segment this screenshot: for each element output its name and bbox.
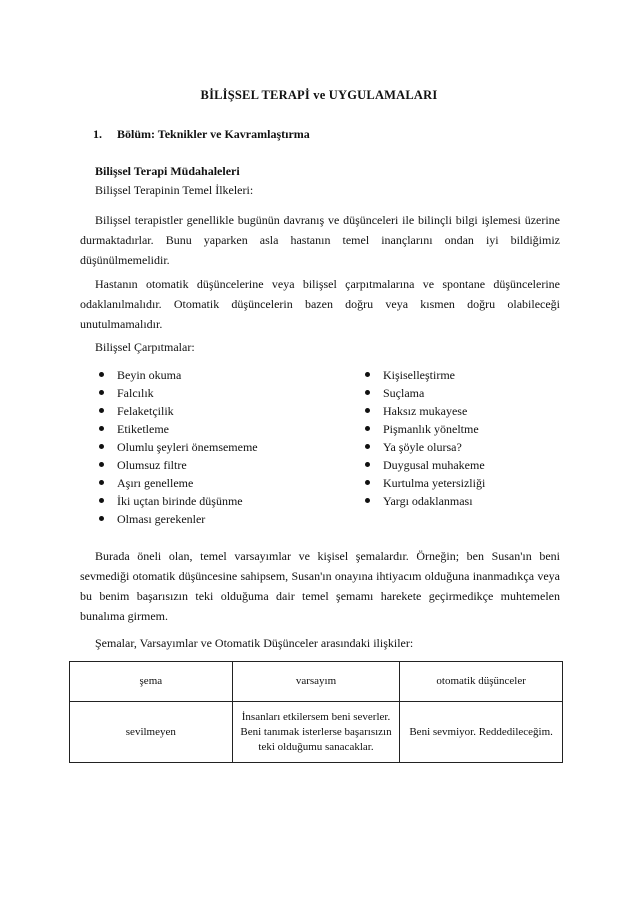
relations-label: Şemalar, Varsayımlar ve Otomatik Düşünceler arasındaki ilişkiler: (95, 636, 414, 650)
section-heading (93, 125, 310, 144)
paragraph-2 (80, 274, 560, 334)
table-row (70, 702, 563, 763)
distortions-list-left (95, 366, 325, 528)
paragraph-3-text: Burada öneli olan, temel varsayımlar ve kişisel şemalardır. Örneğin; ben Susan'ın beni sevmediği otomatik düşüncesine sahipsem, Susan'ın onayına ihtiyacım olduğuna inanmadıkça veya bu benim başarısızın teki olduğuma dair temel şemamı harekete geçirmedikçe muhtemelen bunalıma girmem. (80, 549, 560, 623)
table-cell: Beni sevmiyor. Reddedileceğim. (400, 702, 563, 763)
list-item: Ya şöyle olursa? (361, 438, 561, 456)
distortions-list-right (361, 366, 561, 510)
list-item: Yargı odaklanması (361, 492, 561, 510)
bullet-icon (99, 390, 104, 395)
document-title: BİLİŞSEL TERAPİ ve UYGULAMALARI (200, 88, 438, 102)
table-cell: İnsanları etkilersem beni severler. Beni tanımak isterlerse başarısızın teki olduğumu sanacaklar. (232, 702, 400, 763)
bullet-icon (365, 498, 370, 503)
list-item: Kişiselleştirme (361, 366, 561, 384)
list-item: Kurtulma yetersizliği (361, 474, 561, 492)
section-title: Bölüm: Teknikler ve Kavramlaştırma (117, 127, 310, 141)
paragraph-2-text: Hastanın otomatik düşüncelerine veya bilişsel çarpıtmalarına ve spontane düşüncelerine odaklanılmalıdır. Otomatik düşüncelerin bazen doğru veya kısmen doğru olabileceği unutulmamalıdır. (80, 277, 560, 331)
paragraph-3 (80, 546, 560, 626)
list-item: Falcılık (95, 384, 325, 402)
bullet-icon (365, 426, 370, 431)
section-number: 1. (93, 127, 102, 141)
table-header-cell: otomatik düşünceler (400, 662, 563, 702)
distortions-label: Bilişsel Çarpıtmalar: (95, 340, 195, 354)
bullet-icon (365, 444, 370, 449)
subheading: Bilişsel Terapi Müdahaleleri (95, 164, 240, 178)
bullet-icon (365, 462, 370, 467)
paragraph-1 (80, 210, 560, 270)
list-item: Olması gerekenler (95, 510, 325, 528)
bullet-icon (365, 390, 370, 395)
principles-label: Bilişsel Terapinin Temel İlkeleri: (95, 183, 254, 197)
list-item: Haksız mukayese (361, 402, 561, 420)
list-item: Olumlu şeyleri önemsememe (95, 438, 325, 456)
table-header-cell: varsayım (232, 662, 400, 702)
bullet-icon (365, 372, 370, 377)
bullet-icon (99, 408, 104, 413)
table-header-cell: şema (70, 662, 233, 702)
bullet-icon (99, 444, 104, 449)
bullet-icon (99, 426, 104, 431)
list-item: Etiketleme (95, 420, 325, 438)
list-item: Beyin okuma (95, 366, 325, 384)
list-item: İki uçtan birinde düşünme (95, 492, 325, 510)
list-item: Felaketçilik (95, 402, 325, 420)
list-item: Olumsuz filtre (95, 456, 325, 474)
list-item: Suçlama (361, 384, 561, 402)
bullet-icon (99, 498, 104, 503)
paragraph-1-text: Bilişsel terapistler genellikle bugünün davranış ve düşünceleri ile bilinçli bilgi işlemesi üzerine durmaktadırlar. Bunu yaparken asla hastanın temel inançlarını ondan iyi bildiğimiz düşünülmemelidir. (80, 213, 560, 267)
bullet-icon (365, 480, 370, 485)
list-item: Aşırı genelleme (95, 474, 325, 492)
bullet-icon (99, 462, 104, 467)
bullet-icon (99, 516, 104, 521)
list-item: Pişmanlık yöneltme (361, 420, 561, 438)
bullet-icon (99, 372, 104, 377)
relations-table (69, 661, 563, 763)
table-cell: sevilmeyen (70, 702, 233, 763)
bullet-icon (365, 408, 370, 413)
bullet-icon (99, 480, 104, 485)
list-item: Duygusal muhakeme (361, 456, 561, 474)
table-header-row (70, 662, 563, 702)
